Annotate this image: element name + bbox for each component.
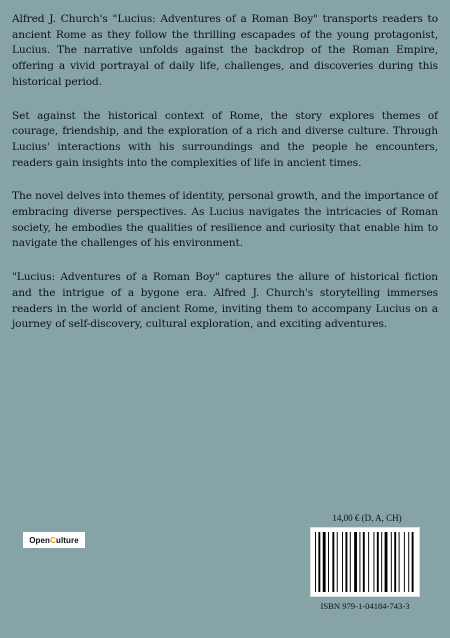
barcode-bar [391, 532, 392, 592]
barcode-bar [337, 532, 338, 592]
logo-mark: C [50, 535, 56, 545]
barcode-bar [377, 532, 379, 592]
barcode-icon [310, 527, 420, 597]
barcode-bar [373, 532, 374, 592]
barcode-bar [328, 532, 329, 592]
barcode-bar [408, 532, 409, 592]
barcode-bar [342, 532, 343, 592]
barcode-bar [385, 532, 388, 592]
blurb-paragraph-1: Alfred J. Church's "Lucius: Adventures of a Roman Boy" transports readers to ancient Rome as they follow the thrilling escapades of the young protagonist, Lucius. The narrative unfolds against the backdrop of the Roman Empire, offering a vivid portrayal of daily life, challenges, and discoveries during this historical period. [12, 13, 438, 88]
barcode-bar [381, 532, 382, 592]
barcode-bar [399, 532, 400, 592]
barcode-bar [412, 532, 414, 592]
logo-text-start: Open [29, 535, 51, 545]
barcode-bar [345, 532, 347, 592]
barcode-bar [404, 532, 405, 592]
price-label: 14,00 € (D, A, CH) [332, 513, 402, 523]
barcode-bar [368, 532, 369, 592]
blurb-paragraph-4: "Lucius: Adventures of a Roman Boy" captures the allure of historical fiction and the intrigue of a bygone era. Alfred J. Church's storytelling immerses readers in the world of ancient Rome, inviting them to accompany Lucius on a journey of self-discovery, cultural exploration, and exciting adventures. [12, 271, 438, 331]
logo-text-end: ulture [55, 535, 79, 545]
barcode-bar [350, 532, 351, 592]
barcode-graphic [311, 528, 419, 596]
blurb-paragraph-3: The novel delves into themes of identity, personal growth, and the importance of embracing diverse perspectives. As Lucius navigates the intricacies of Roman society, he embodies the qualities of resilience and curiosity that enable him to navigate the challenges of his environment. [12, 190, 438, 250]
back-cover-blurb [12, 12, 438, 351]
barcode-bar [315, 532, 316, 592]
barcode-bar [323, 532, 326, 592]
publisher-logo [23, 532, 85, 548]
barcode-bar [394, 532, 396, 592]
barcode-bar [363, 532, 365, 592]
barcode-bar [354, 532, 357, 592]
barcode-bar [332, 532, 334, 592]
blurb-paragraph-2: Set against the historical context of Rome, the story explores themes of courage, friendship, and the exploration of a rich and diverse culture. Through Lucius' interactions with his surroundings and the people he encounters, readers gain insights into the complexities of life in ancient times. [12, 109, 438, 169]
barcode-bar [359, 532, 360, 592]
isbn-label: ISBN 979-1-04184-743-3 [320, 601, 410, 611]
barcode-bar [318, 532, 320, 592]
